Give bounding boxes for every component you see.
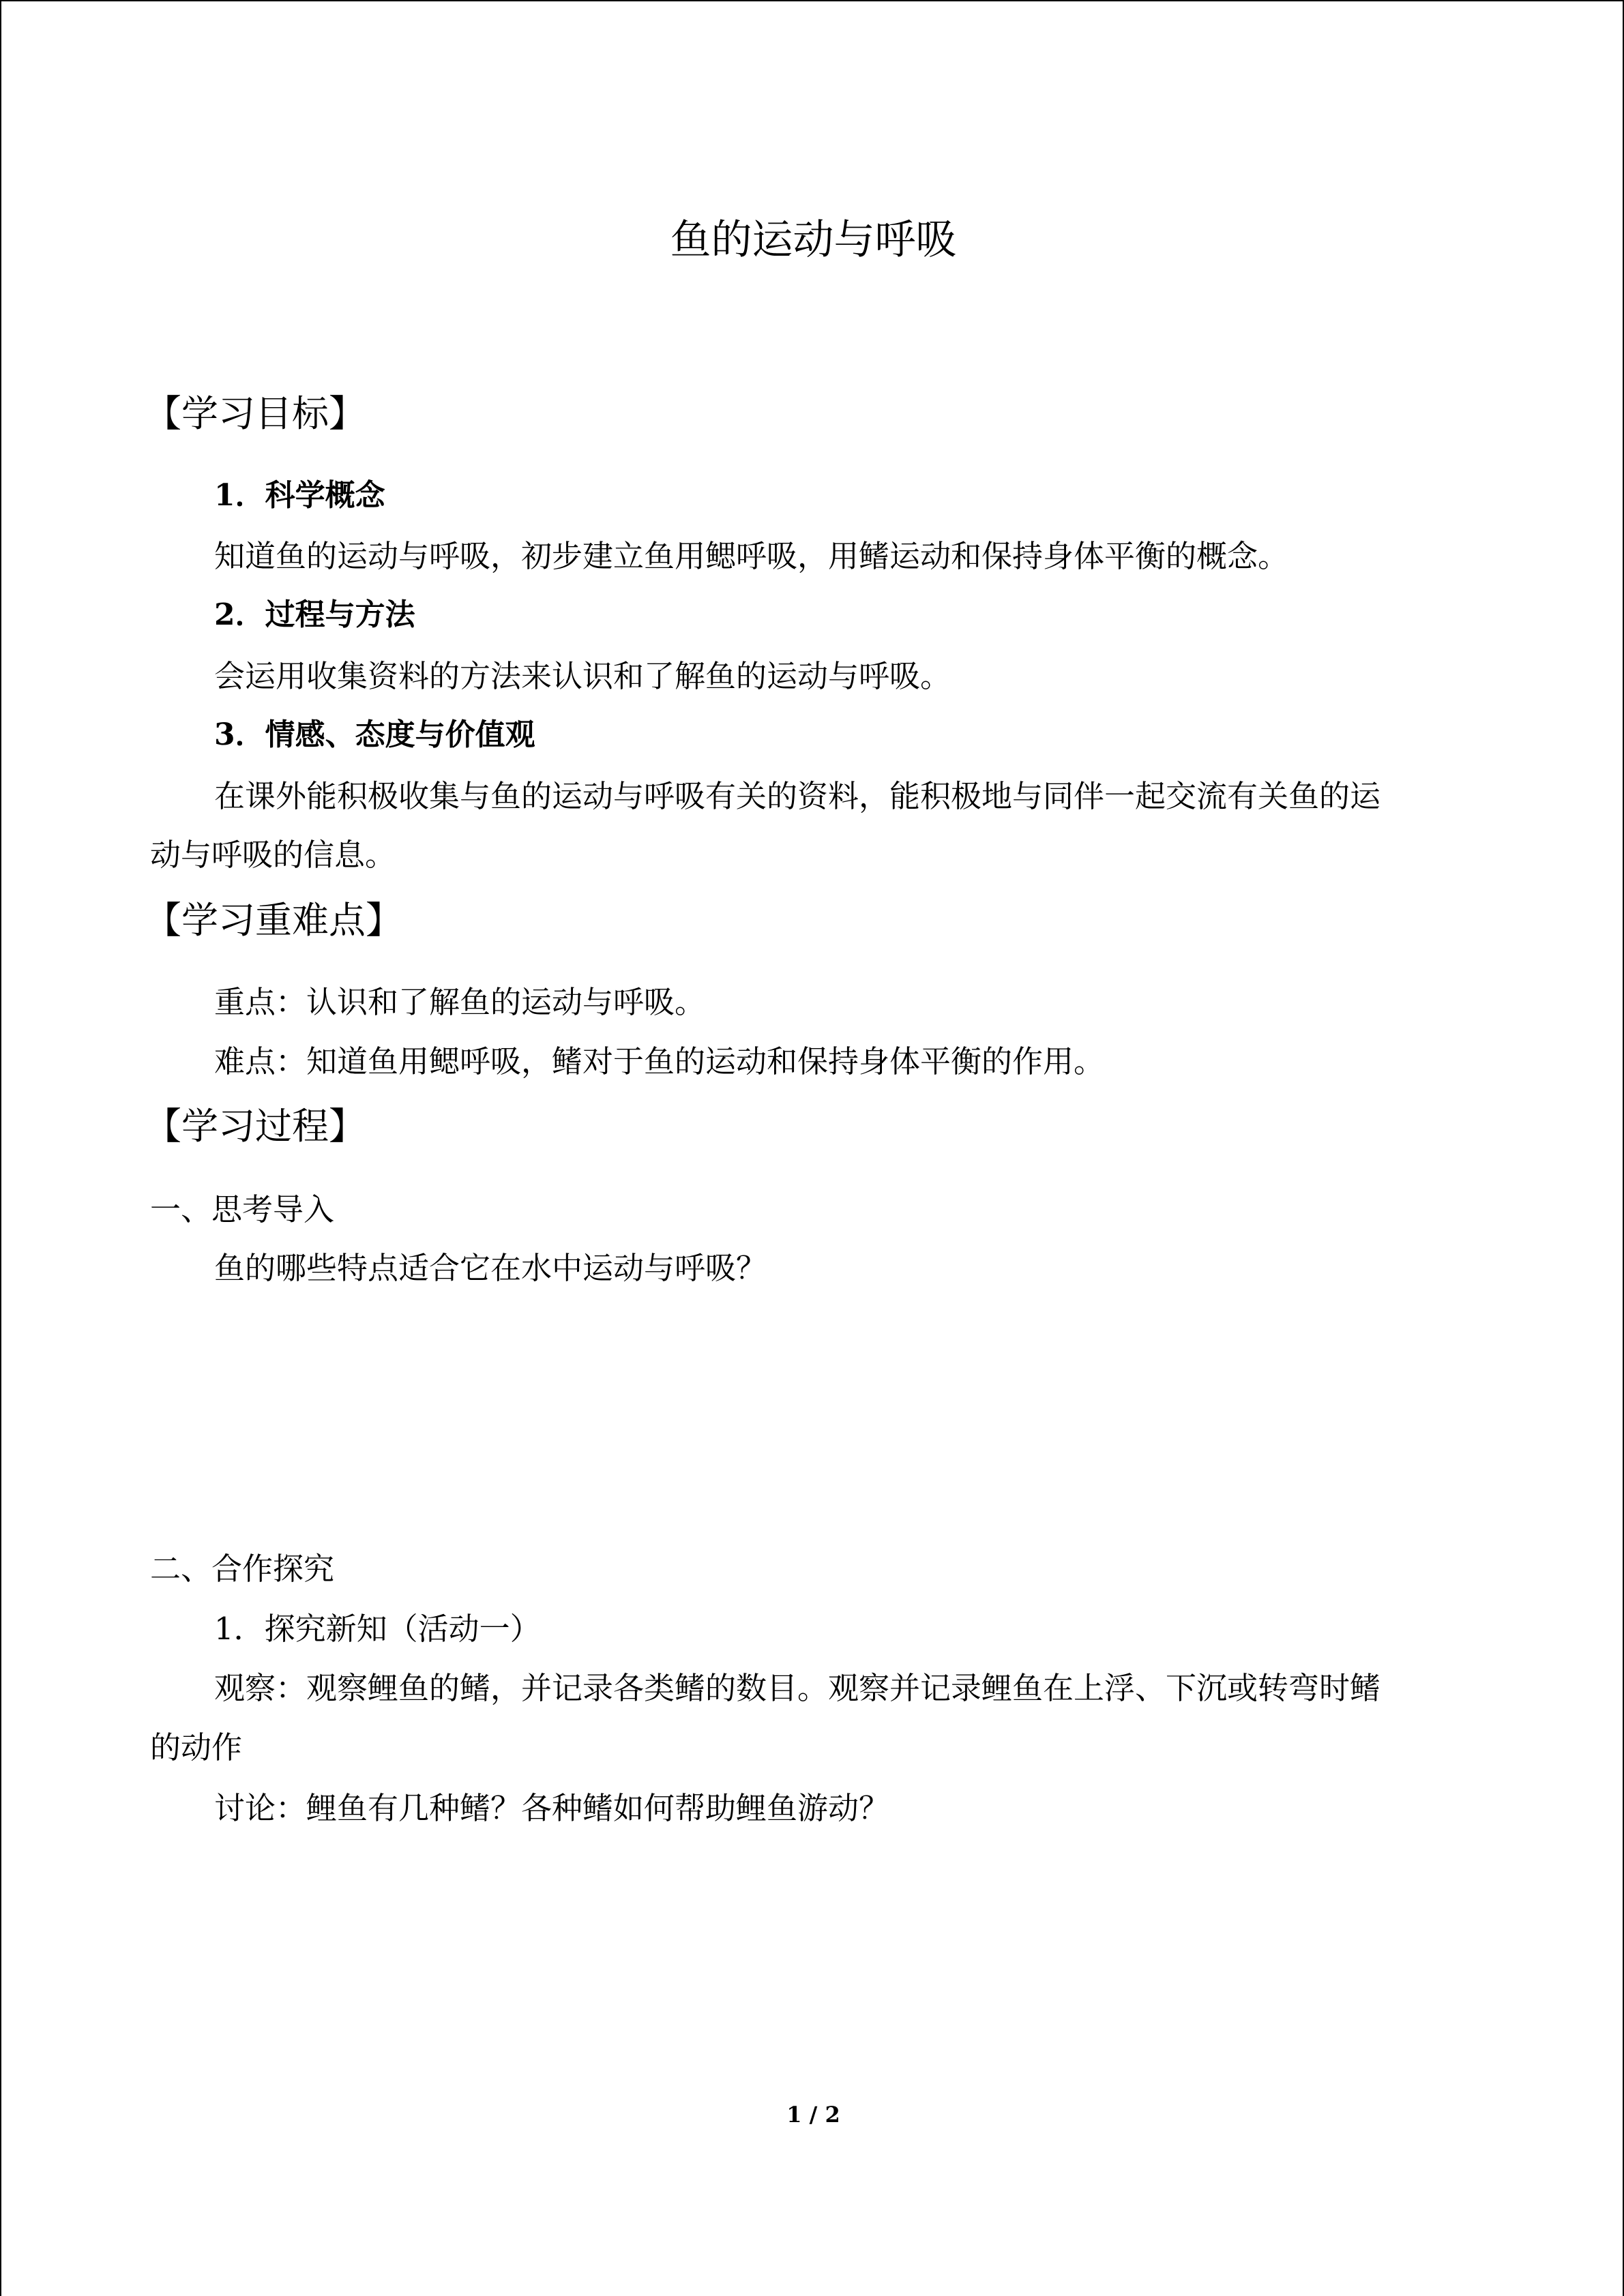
observe-text: 观察：观察鲤鱼的鳍，并记录各类鳍的数目。观察并记录鲤鱼在上浮、下沉或转弯时鳍 bbox=[214, 1670, 1381, 1706]
page-title: 鱼的运动与呼吸 bbox=[670, 216, 957, 264]
coop-section-title: 二、合作探究 bbox=[150, 1551, 335, 1587]
observe-text-cont: 的动作 bbox=[150, 1729, 243, 1765]
process-heading: 【学习过程】 bbox=[145, 1105, 366, 1148]
goal-text-2: 会运用收集资料的方法来认识和了解鱼的运动与呼吸。 bbox=[214, 658, 951, 694]
page-number: 1 / 2 bbox=[786, 2102, 840, 2128]
goal-text-3: 在课外能积极收集与鱼的运动与呼吸有关的资料，能积极地与同伴一起交流有关鱼的运 bbox=[214, 778, 1381, 814]
goal-label-2: 2．过程与方法 bbox=[214, 597, 415, 632]
keypoint-difficulty: 难点：知道鱼用鳃呼吸，鳍对于鱼的运动和保持身体平衡的作用。 bbox=[214, 1043, 1105, 1079]
goals-heading: 【学习目标】 bbox=[145, 392, 366, 435]
intro-question: 鱼的哪些特点适合它在水中运动与呼吸？ bbox=[214, 1250, 767, 1286]
intro-section-title: 一、思考导入 bbox=[150, 1191, 335, 1227]
keypoint-focus: 重点：认识和了解鱼的运动与呼吸。 bbox=[214, 984, 706, 1020]
goal-text-1: 知道鱼的运动与呼吸，初步建立鱼用鳃呼吸，用鳍运动和保持身体平衡的概念。 bbox=[214, 538, 1289, 574]
goal-label-3: 3．情感、态度与价值观 bbox=[214, 717, 535, 752]
goal-label-1: 1．科学概念 bbox=[214, 478, 385, 513]
discuss-text: 讨论：鲤鱼有几种鳍？各种鳍如何帮助鲤鱼游动？ bbox=[214, 1790, 890, 1826]
keypoints-heading: 【学习重难点】 bbox=[145, 899, 402, 942]
activity-title: 1．探究新知（活动一） bbox=[214, 1611, 541, 1647]
goal-text-3-cont: 动与呼吸的信息。 bbox=[150, 837, 396, 873]
